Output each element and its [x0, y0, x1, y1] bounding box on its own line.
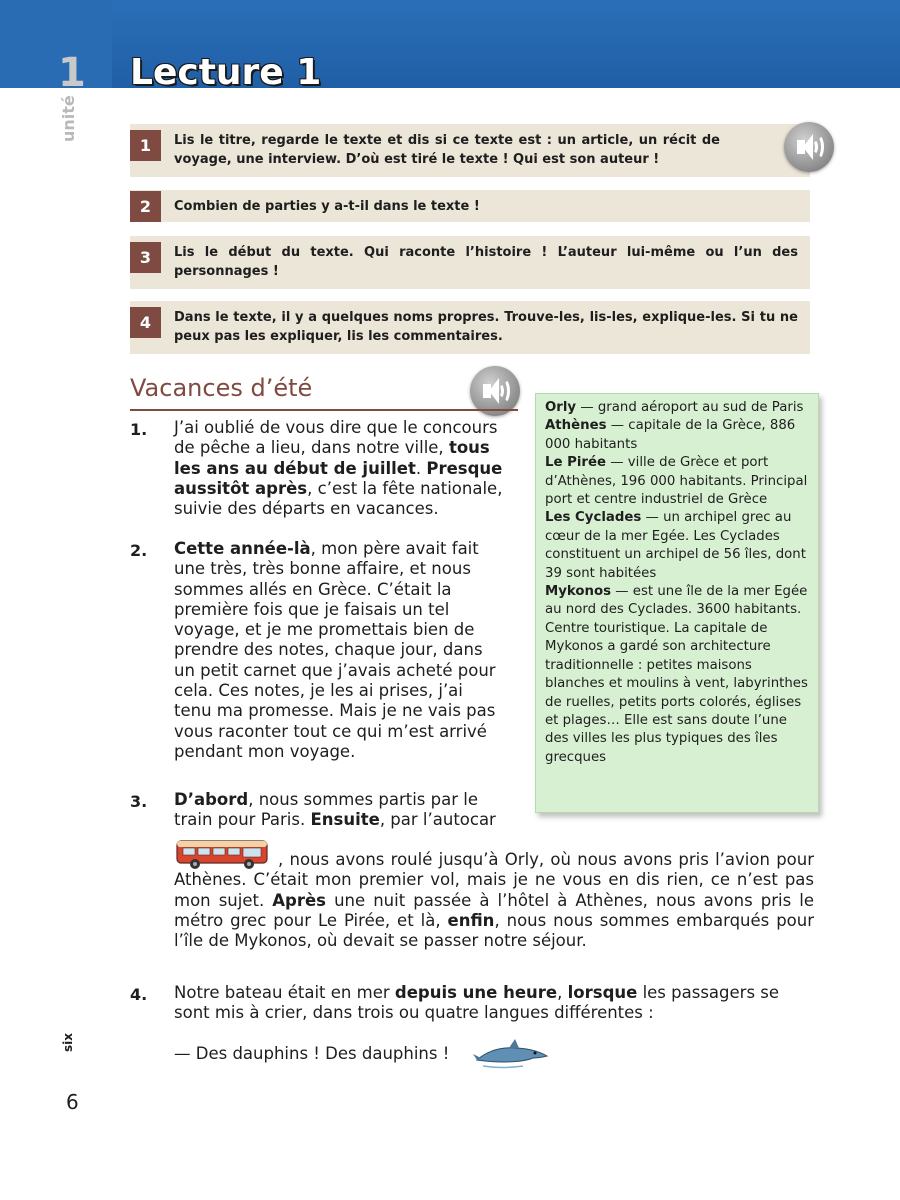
glossary-entry: Mykonos — est une île de la mer Egée au nord des Cyclades. 3600 habitants. Centre touristique. La capitale de Mykonos a gardé son architecture traditionnelle : petites maisons blanches et moulins à vent, labyrinthes de ruelles, petits ports colorés, églises et plages… Elle est sans doute l’une des villes les plus typiques des îles grecques	[545, 584, 808, 765]
page-word: six	[61, 1033, 75, 1052]
paragraph-4: Notre bateau était en mer depuis une heure, lorsque les passagers se sont mis à crier, dans trois ou quatre langues différentes :	[174, 983, 780, 1023]
section-title: Vacances d’été	[130, 374, 313, 402]
glossary-box	[535, 393, 819, 813]
page-number: 6	[66, 1090, 79, 1114]
audio-speaker-icon[interactable]	[784, 122, 834, 172]
paragraph-3-start: D’abord, nous sommes partis par le train pour Paris. Ensuite, par l’autocar	[174, 790, 496, 830]
task-number: 2	[130, 191, 161, 222]
task-text: Lis le titre, regarde le texte et dis si ce texte est : un article, un récit de voyage, une interview. D’où est tiré le texte ! Qui est son auteur !	[174, 133, 720, 167]
task-text: Lis le début du texte. Qui raconte l’histoire ! L’auteur lui-même ou l’un des personnages !	[174, 245, 798, 279]
glossary-entry: Orly — grand aéroport au sud de Paris	[545, 400, 804, 415]
glossary-entry: Les Cyclades — un archipel grec au cœur de la mer Egée. Les Cyclades constituent un archipel de 56 îles, dont 39 sont habitées	[545, 510, 806, 581]
task-item	[130, 236, 810, 289]
paragraph-1: J’ai oublié de vous dire que le concours de pêche a lieu, dans notre ville, tous les ans au début de juillet. Presque aussitôt après, c’est la fête nationale, suivie des départs en vacances.	[174, 418, 503, 519]
lesson-title: Lecture 1	[130, 52, 322, 93]
paragraph-number: 3.	[130, 792, 148, 811]
task-item	[130, 301, 810, 354]
task-number: 4	[130, 307, 161, 338]
paragraph-number: 2.	[130, 541, 148, 560]
dialogue-line: — Des dauphins ! Des dauphins !	[174, 1044, 450, 1063]
task-text: Combien de parties y a-t-il dans le texte !	[174, 199, 480, 214]
section-divider	[130, 409, 518, 411]
unit-number: 1	[58, 50, 86, 96]
dolphin-icon	[473, 1036, 553, 1070]
task-number: 1	[130, 130, 161, 161]
paragraph-number: 1.	[130, 420, 148, 439]
glossary-entry: Athènes — capitale de la Grèce, 886 000 habitants	[545, 418, 796, 452]
task-text: Dans le texte, il y a quelques noms propres. Trouve-les, lis-les, explique-les. Si tu ne peux pas les expliquer, lis les commentaires.	[174, 310, 798, 344]
task-number: 3	[130, 242, 161, 273]
task-item	[130, 124, 810, 177]
glossary-entry: Le Pirée — ville de Grèce et port d’Athènes, 196 000 habitants. Principal port et centre industriel de Grèce	[545, 455, 808, 508]
task-item	[130, 190, 810, 222]
paragraph-number: 4.	[130, 985, 148, 1004]
paragraph-3-continued: , nous avons roulé jusqu’à Orly, où nous avons pris l’avion pour Athènes. C’était mon premier vol, mais je ne vous en dis rien, ce n’est pas mon sujet. Après une nuit passée à l’hôtel à Athènes, nous avons pris le métro grec pour Le Pirée, et là, enfin, nous nous sommes embarqués pour l’île de Mykonos, où devait se passer notre séjour.	[174, 850, 814, 951]
paragraph-2: Cette année-là, mon père avait fait une très, très bonne affaire, et nous sommes allés en Grèce. C’était la première fois que je faisais un tel voyage, et je me promettais bien de prendre des notes, chaque jour, dans un petit carnet que j’avais acheté pour cela. Ces notes, je les ai prises, j’ai tenu ma promesse. Mais je ne vais pas vous raconter tout ce qui m’est arrivé pendant mon voyage.	[174, 539, 496, 761]
unit-label: unité	[59, 95, 78, 142]
